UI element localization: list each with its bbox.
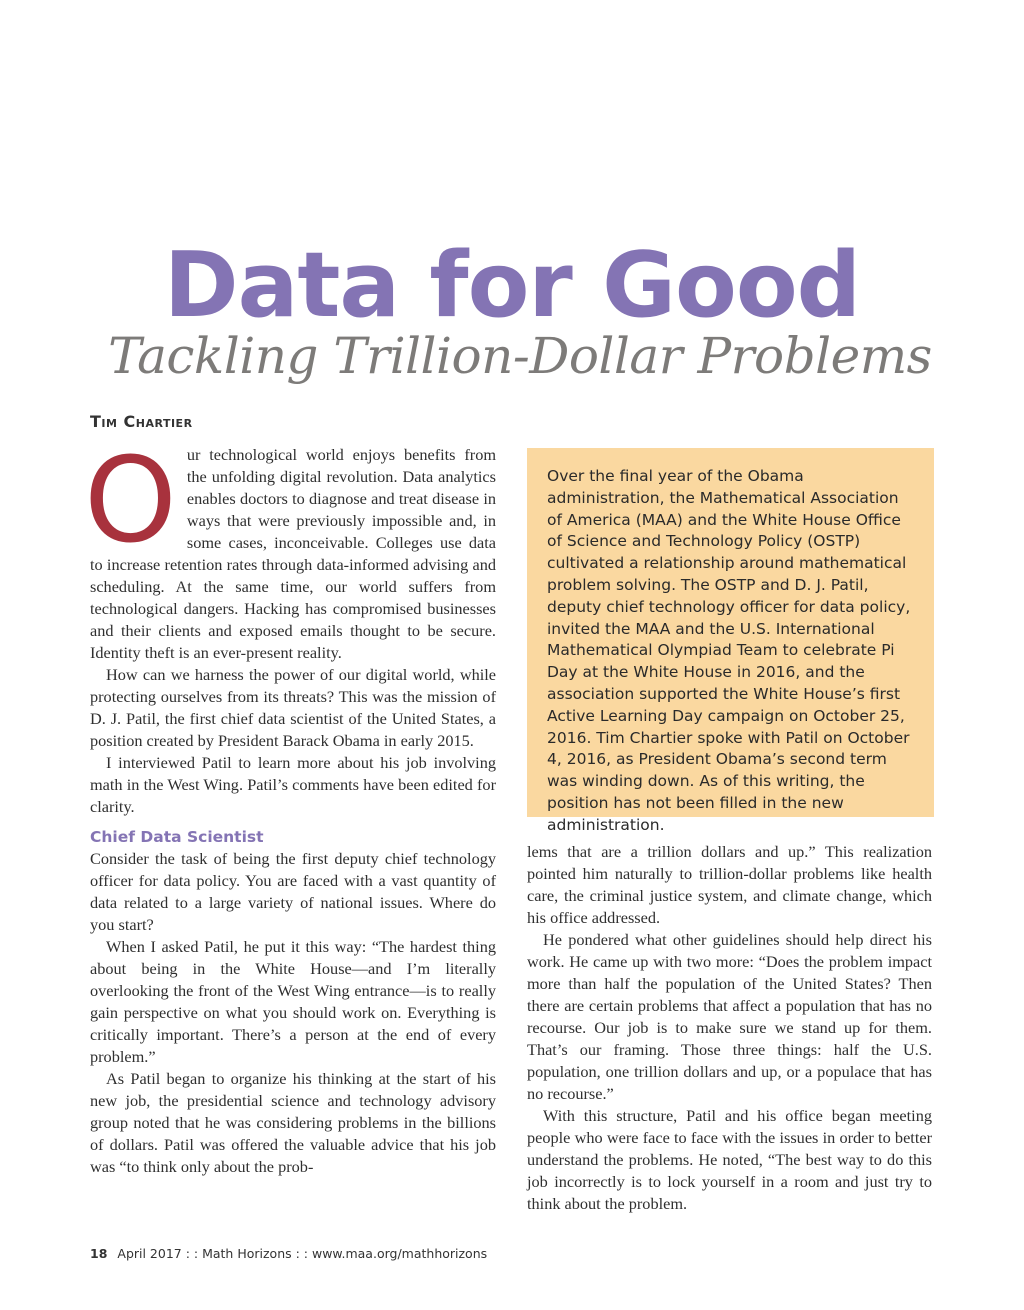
drop-cap: O — [84, 431, 177, 569]
body-paragraph: How can we harness the power of our digital world, while protecting ourselves from its threats? This was the mission of D. J. Patil, the first chief data scientist of the United States, a position created by President Barack Obama in early 2015. — [90, 665, 496, 750]
body-paragraph: With this structure, Patil and his office began meeting people who were face to face with the issues in order to better understand the problems. He noted, “The best way to do this job incorrectly is to lock yourself in a room and just try to think about the problem. — [527, 1106, 932, 1213]
page-number: 18 — [90, 1246, 108, 1261]
body-paragraph: As Patil began to organize his thinking at the start of his new job, the presidential science and technology advisory group noted that he was considering problems in the billions of dollars. Patil was offered the valuable advice that his job was “to think only about the prob- — [90, 1069, 496, 1176]
body-paragraph: He pondered what other guidelines should help direct his work. He came up with two more: “Does the problem impact more than half the population of the United States? Then there are certain problems that affect a population that has no recourse. Our job is to make sure we stand up for them. That’s our framing. Those three things: half the U.S. population, one trillion dollars and up, or a populace that has no recourse.” — [527, 930, 932, 1103]
right-column — [527, 841, 932, 1215]
sidebar-box — [527, 448, 934, 834]
body-paragraph: When I asked Patil, he put it this way: “The hardest thing about being in the White House—and I’m literally overlooking the front of the West Wing entrance—is to really gain perspective on what you should work on. Everything is critically important. There’s a person at the end of every problem.” — [90, 937, 496, 1066]
section-heading: Chief Data Scientist — [90, 828, 264, 846]
article-subtitle: Tackling Trillion-Dollar Problems — [108, 327, 932, 385]
author-byline: Tim Chartier — [90, 412, 193, 431]
body-paragraph: lems that are a trillion dollars and up.” This realization pointed him naturally to trillion-dollar problems like health care, the criminal justice system, and climate change, which his office addressed. — [527, 842, 932, 927]
left-column — [84, 431, 496, 1178]
footer-text: April 2017 : : Math Horizons : : www.maa.org/mathhorizons — [117, 1246, 488, 1261]
intro-paragraph — [84, 431, 496, 664]
body-paragraph: I interviewed Patil to learn more about his job involving math in the West Wing. Patil’s comments have been edited for clarity. — [90, 753, 496, 816]
body-paragraph: Consider the task of being the first deputy chief technology officer for data policy. You are faced with a vast quantity of data related to a large variety of national issues. Where do you start? — [90, 849, 496, 934]
page-footer — [90, 1246, 487, 1261]
intro-text: ur technological world enjoys benefits from the unfolding digital revolution. Data analytics enables doctors to diagnose and treat disease in ways that were previously impossible and, in some cases, inconceivable. Colleges use data to increase retention rates through data-informed advising and scheduling. At the same time, our world suffers from technological dangers. Hacking has compromised businesses and their clients and exposed emails thought to be secure. Identity theft is an ever-present reality. — [90, 445, 496, 662]
article-title: Data for Good — [163, 233, 861, 338]
sidebar-text: Over the final year of the Obama administration, the Mathematical Association of America (MAA) and the White House Office of Science and Technology Policy (OSTP) cultivated a relationship around mathematical problem solving. The OSTP and D. J. Patil, deputy chief technology officer for data policy, invited the MAA and the U.S. International Mathematical Olympiad Team to celebrate Pi Day at the White House in 2016, and the association supported the White House’s first Active Learning Day campaign on October 25, 2016. Tim Chartier spoke with Patil on October 4, 2016, as President Obama’s second term was winding down. As of this writing, the position has not been filled in the new administration. — [547, 467, 911, 834]
